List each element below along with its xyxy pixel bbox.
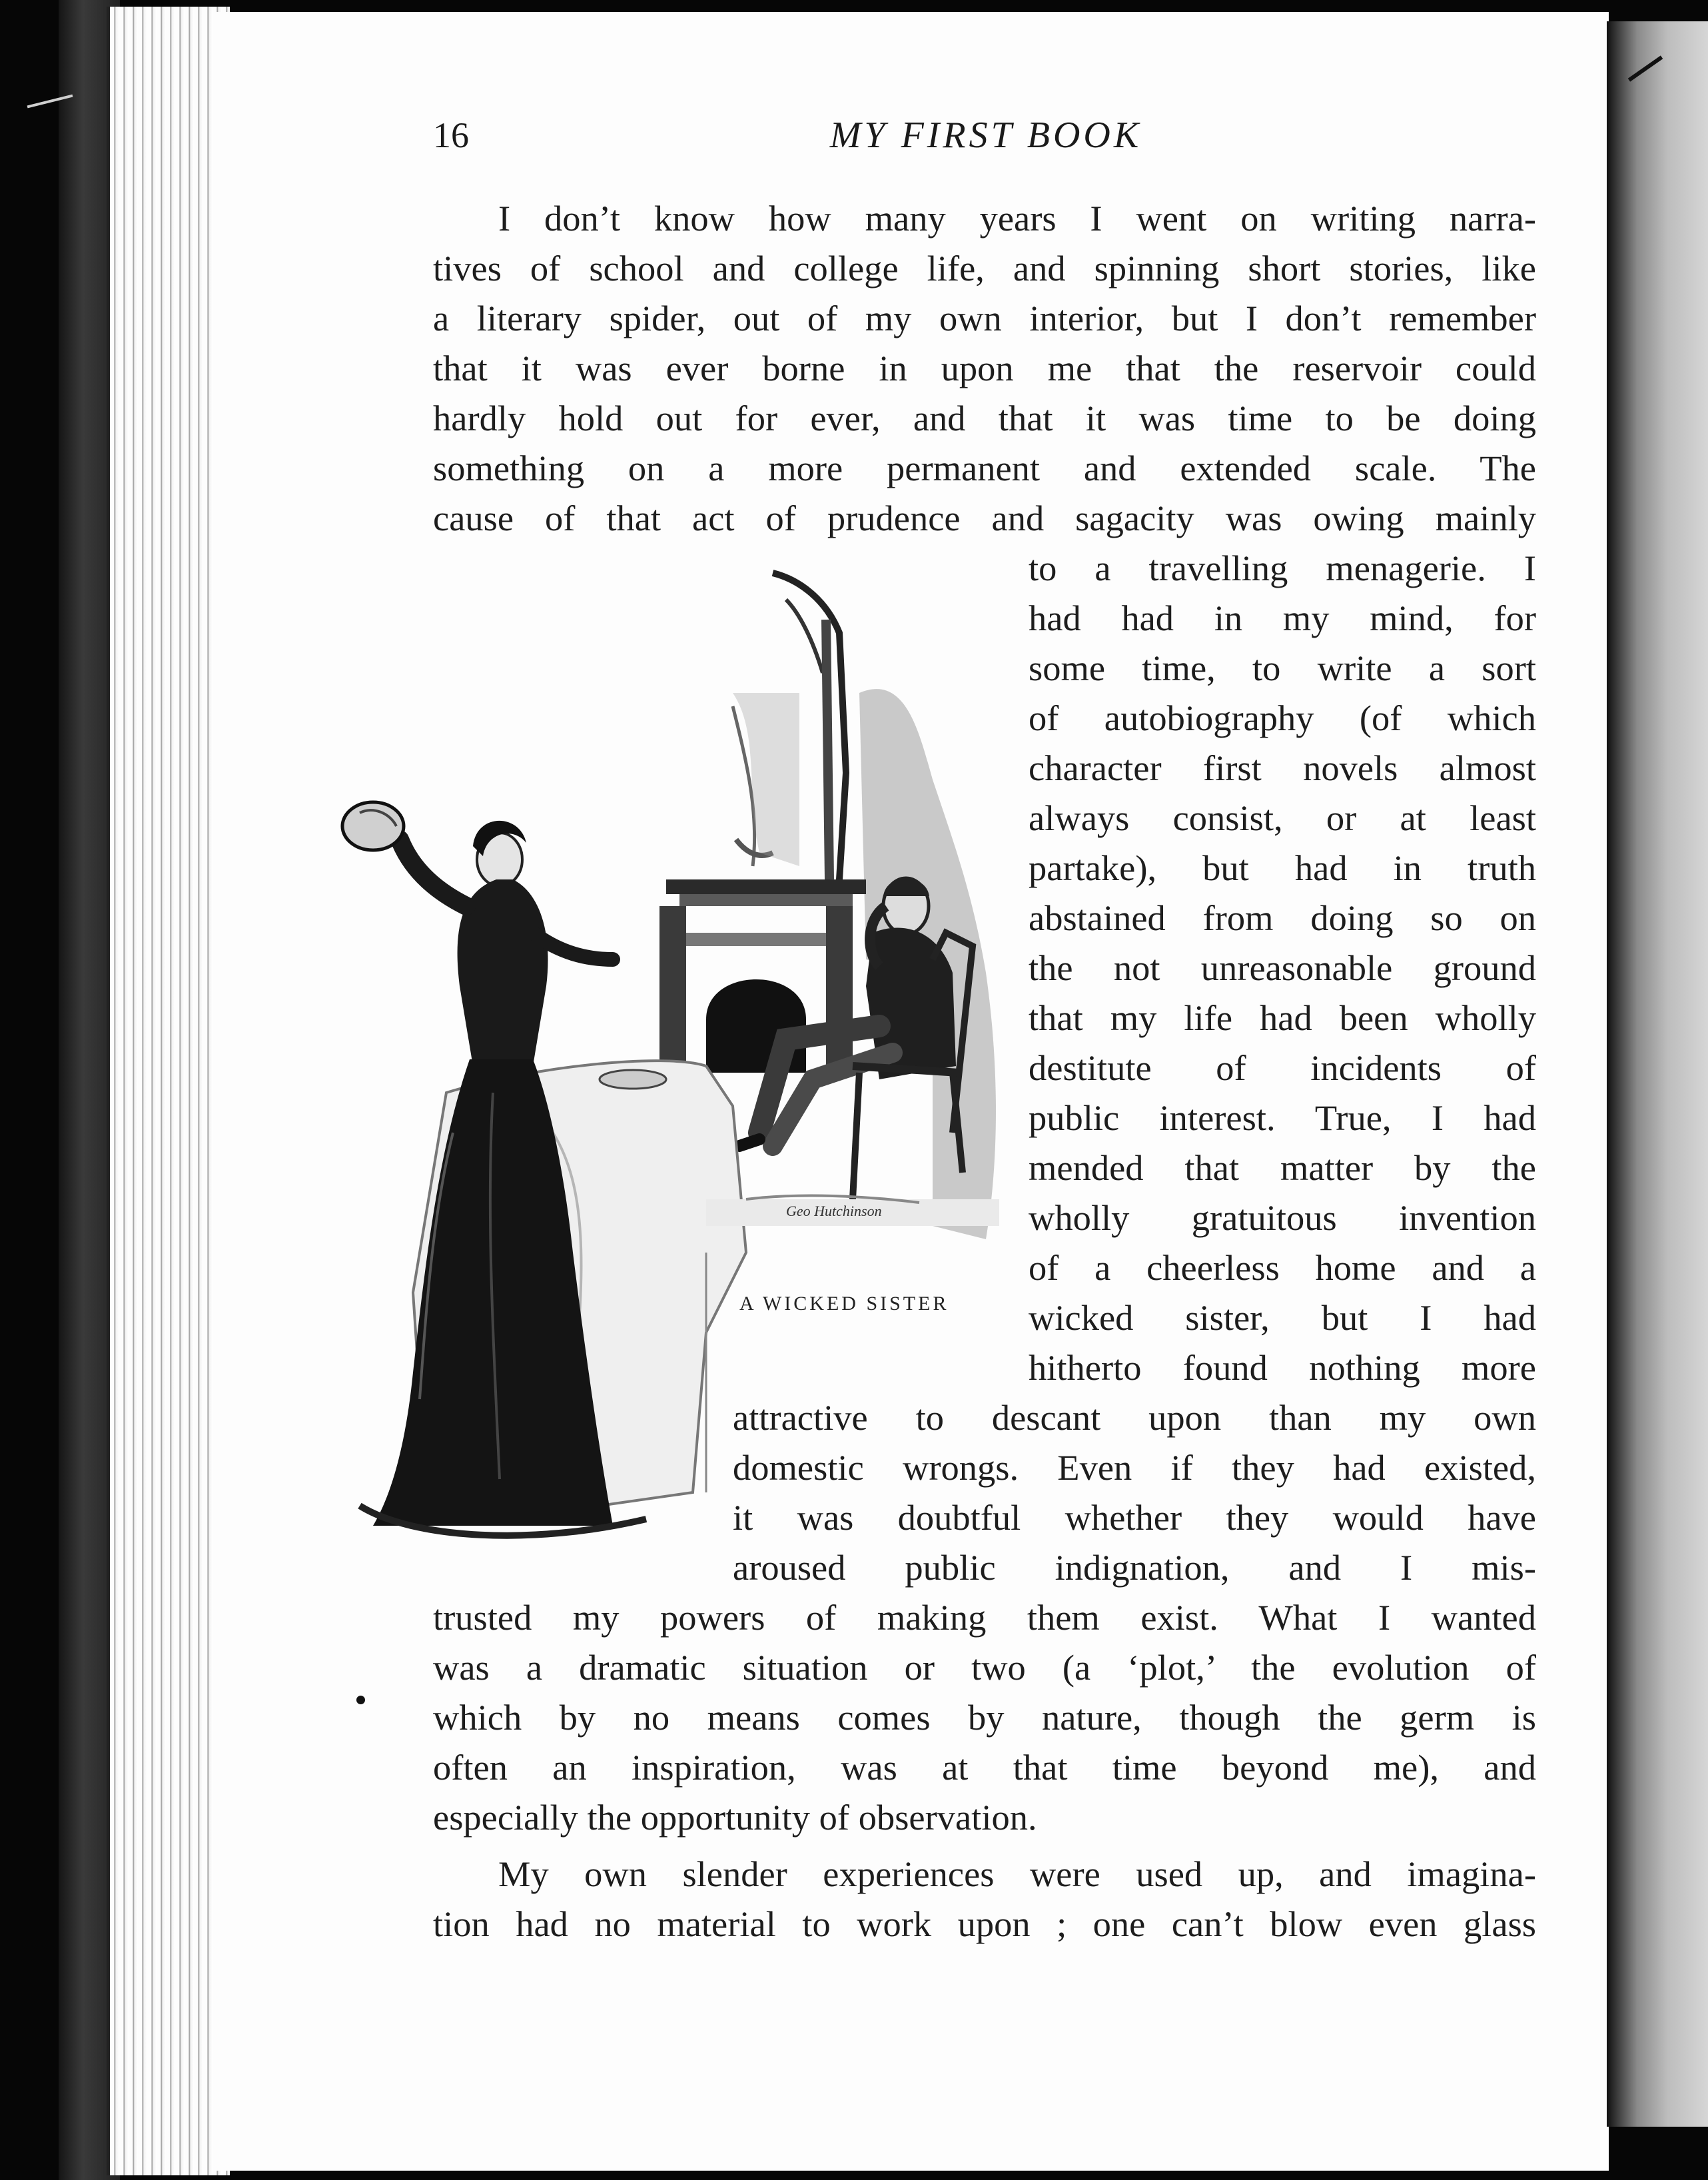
text-line: wicked sister, but I had (1029, 1297, 1536, 1338)
running-head: MY FIRST BOOK (829, 115, 1142, 156)
page-edges (107, 7, 230, 2175)
text-line: had had in my mind, for (1029, 598, 1536, 638)
text-line: partake), but had in truth (1029, 847, 1536, 888)
text-line: trusted my powers of making them exist. What I wanted (433, 1597, 1536, 1638)
page-header (433, 112, 1539, 159)
book-page-right-edge (1607, 21, 1708, 2127)
text-line: of a cheerless home and a (1029, 1247, 1536, 1288)
text-line: always consist, or at least (1029, 798, 1536, 838)
text-line: hitherto found nothing more (1029, 1347, 1536, 1388)
text-line: hardly hold out for ever, and that it was time to be doing (433, 398, 1536, 438)
illustration-floor (706, 1196, 999, 1226)
text-line: aroused public indignation, and I mis- (733, 1547, 1536, 1588)
text-line: to a travelling menagerie. I (1029, 548, 1536, 588)
text-line: something on a more permanent and extended scale. The (433, 448, 1536, 488)
text-line: domestic wrongs. Even if they had existed, (733, 1447, 1536, 1488)
text-line: tives of school and college life, and spinning short stories, like (433, 248, 1536, 288)
text-line: wholly gratuitous invention (1029, 1197, 1536, 1238)
text-line: My own slender experiences were used up, and imagina- (498, 1854, 1536, 1894)
text-line: attractive to descant upon than my own (733, 1397, 1536, 1438)
text-line: public interest. True, I had (1029, 1097, 1536, 1138)
engraver-signature: Geo Hutchinson (786, 1203, 882, 1219)
hand-fan (342, 802, 404, 850)
text-line: that it was ever borne in upon me that the reservoir could (433, 348, 1536, 388)
text-line: that my life had been wholly (1029, 997, 1536, 1038)
text-line: some time, to write a sort (1029, 648, 1536, 688)
wall-shading (733, 689, 996, 1239)
text-line: character first novels almost (1029, 748, 1536, 788)
text-line: which by no means comes by nature, though the germ is (433, 1697, 1536, 1738)
text-line: mended that matter by the (1029, 1147, 1536, 1188)
text-line: tion had no material to work upon ; one can’t blow even glass (433, 1904, 1536, 1944)
text-line: often an inspiration, was at that time beyond me), and (433, 1747, 1536, 1788)
text-line: I don’t know how many years I went on writing narra- (498, 198, 1536, 239)
page-number: 16 (433, 115, 469, 155)
text-line: the not unreasonable ground (1029, 947, 1536, 988)
text-line: especially the opportunity of observation. (433, 1797, 1037, 1838)
text-line: a literary spider, out of my own interior, but I don’t remember (433, 298, 1536, 338)
text-line: destitute of incidents of (1029, 1047, 1536, 1088)
text-line: cause of that act of prudence and sagacity was owing mainly (433, 498, 1536, 538)
text-line: it was doubtful whether they would have (733, 1497, 1536, 1538)
text-line: of autobiography (of which (1029, 698, 1536, 738)
text-line: was a dramatic situation or two (a ‘plot,’ the evolution of (433, 1647, 1536, 1688)
text-line: abstained from doing so on (1029, 897, 1536, 938)
illustration-wicked-sister (333, 560, 1026, 1586)
ink-dot (356, 1696, 365, 1704)
illustration-caption: A WICKED SISTER (739, 1293, 949, 1315)
